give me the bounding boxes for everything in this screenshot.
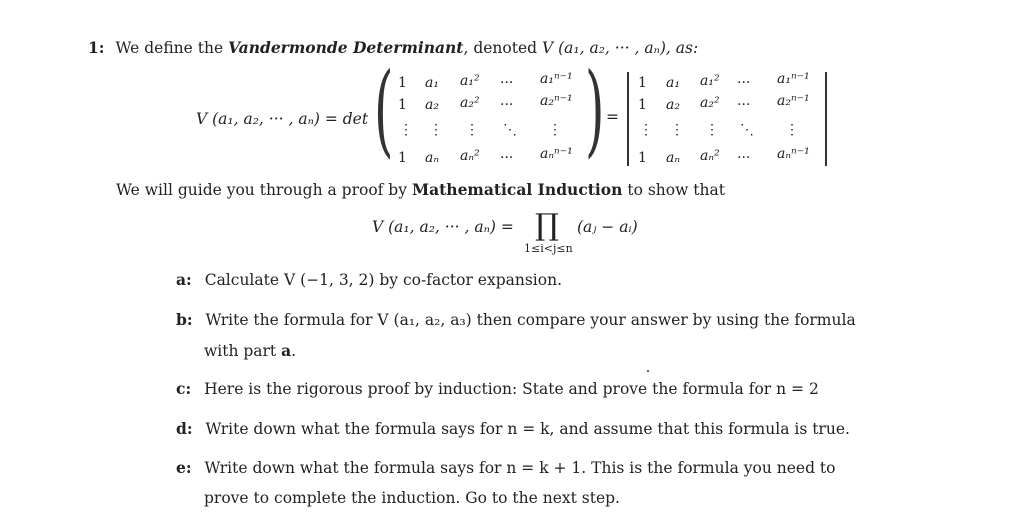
part-d (176, 419, 850, 438)
m2-r3-c5: ⋮ (785, 122, 799, 138)
m2-r1-c4: ··· (737, 75, 751, 91)
m1-r2-c1: 1 (398, 97, 407, 113)
term-vandermonde: Vandermonde Determinant (228, 38, 464, 57)
part-b-text2-bold: a (281, 341, 292, 360)
m1-r1-c2: a₁ (425, 75, 439, 91)
part-e-text: Write down what the formula says for n = k + 1. This is the formula you need to (204, 459, 836, 477)
part-b-text: Write the formula for V (a₁, a₂, a₃) then compare your answer by using the formula (205, 311, 856, 329)
m2-r4-c5: aₙⁿ⁻¹ (777, 146, 810, 162)
m2-r2-c2: a₂ (666, 97, 680, 113)
m1-r1-c1: 1 (398, 75, 407, 91)
m1-r2-c3: a₂² (460, 95, 480, 111)
m2-r3-c2: ⋮ (670, 122, 684, 138)
guide-bold: Mathematical Induction (411, 180, 623, 199)
product-lhs: V (a₁, a₂, ··· , aₙ) = (372, 218, 514, 236)
part-b-line2 (204, 341, 296, 360)
m2-r4-c1: 1 (638, 150, 647, 166)
m2-r3-c3: ⋮ (705, 122, 719, 138)
m2-r4-c2: aₙ (666, 150, 681, 166)
m2-r2-c4: ··· (737, 97, 751, 113)
m1-r1-c4: ··· (500, 75, 514, 91)
right-paren: ) (585, 51, 605, 168)
part-a-label: a: (176, 270, 192, 289)
part-a (176, 270, 562, 289)
left-paren: ( (374, 51, 394, 168)
part-b-text2-post: . (291, 342, 297, 360)
m1-r4-c5: aₙⁿ⁻¹ (540, 146, 573, 162)
guide-pre: We will guide you through a proof by (116, 181, 407, 199)
m1-r2-c5: a₂ⁿ⁻¹ (540, 93, 573, 109)
part-b-label: b: (176, 310, 193, 329)
part-c-label: c: (176, 379, 192, 398)
m1-r3-c5: ⋮ (548, 122, 562, 138)
definition-lhs: V (a₁, a₂, ··· , aₙ) = det (196, 110, 369, 128)
part-b-text2-pre: with part (204, 342, 277, 360)
problem-number: 1: (88, 38, 105, 57)
m2-r1-c3: a₁² (700, 73, 720, 89)
part-c (176, 379, 819, 398)
m1-r4-c3: aₙ² (460, 148, 480, 164)
product-symbol: ∏ (535, 208, 559, 243)
part-b (176, 310, 856, 329)
m1-r3-c4: ⋱ (503, 122, 517, 138)
equals-sign: = (606, 108, 619, 126)
m2-r2-c1: 1 (638, 97, 647, 113)
part-e-label: e: (176, 458, 192, 477)
m1-r2-c4: ··· (500, 97, 514, 113)
product-term: (aⱼ − aᵢ) (577, 218, 638, 236)
stray-dot (647, 370, 649, 372)
det-right-bar (825, 72, 827, 166)
m1-r3-c1: ⋮ (399, 122, 413, 138)
intro-post: , denoted (463, 39, 538, 57)
m1-r4-c1: 1 (398, 150, 407, 166)
part-a-text: Calculate V (−1, 3, 2) by co-factor expansion. (204, 271, 562, 289)
m1-r2-c2: a₂ (425, 97, 439, 113)
m1-r4-c2: aₙ (425, 150, 440, 166)
guide-post: to show that (627, 181, 725, 199)
m1-r3-c2: ⋮ (429, 122, 443, 138)
m2-r3-c4: ⋱ (740, 122, 754, 138)
m2-r4-c4: ··· (737, 150, 751, 166)
denoted-func: V (a₁, a₂, ··· , aₙ), as: (542, 39, 699, 57)
part-e (176, 458, 835, 477)
intro-pre: We define the (115, 39, 224, 57)
part-c-text: Here is the rigorous proof by induction: State and prove the formula for n = 2 (204, 380, 819, 398)
product-sub: 1≤i<j≤n (524, 242, 573, 255)
m1-r1-c5: a₁ⁿ⁻¹ (540, 71, 573, 87)
part-d-text: Write down what the formula says for n = k, and assume that this formula is true. (205, 420, 850, 438)
m2-r4-c3: aₙ² (700, 148, 720, 164)
part-e-line2: prove to complete the induction. Go to the next step. (204, 489, 620, 507)
m1-r1-c3: a₁² (460, 73, 480, 89)
m2-r3-c1: ⋮ (639, 122, 653, 138)
guide-line (116, 180, 725, 199)
m1-r3-c3: ⋮ (465, 122, 479, 138)
m2-r2-c5: a₂ⁿ⁻¹ (777, 93, 810, 109)
m2-r1-c5: a₁ⁿ⁻¹ (777, 71, 810, 87)
m1-r4-c4: ··· (500, 150, 514, 166)
m2-r1-c1: 1 (638, 75, 647, 91)
part-d-label: d: (176, 419, 193, 438)
m2-r2-c3: a₂² (700, 95, 720, 111)
m2-r1-c2: a₁ (666, 75, 680, 91)
det-left-bar (627, 72, 629, 166)
